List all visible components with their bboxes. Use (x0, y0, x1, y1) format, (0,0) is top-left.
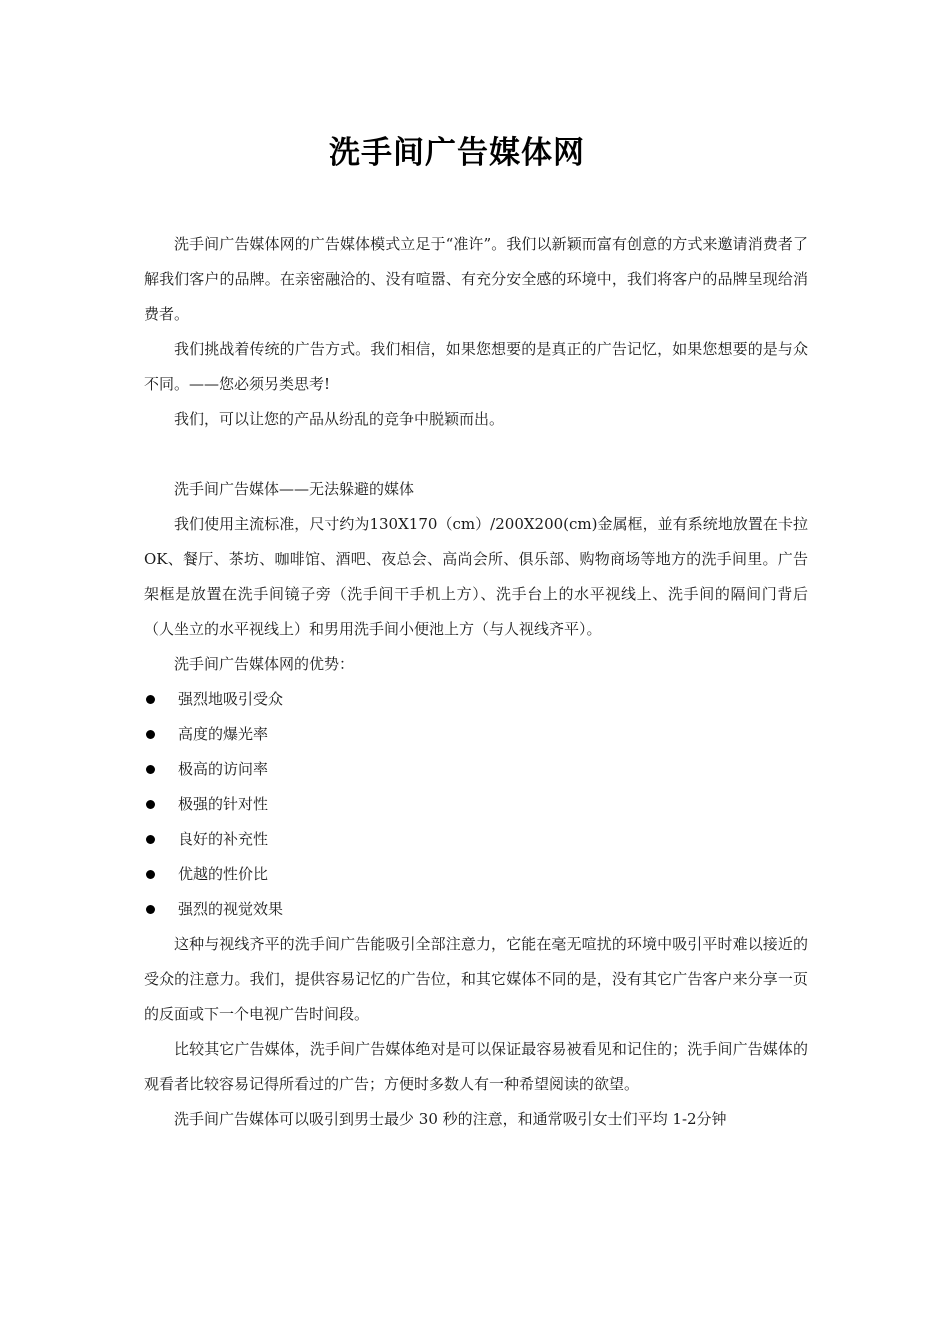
section-paragraph: 我们使用主流标准，尺寸约为130X170（cm）/200X200(cm)金属框，並有系统地放置在卡拉OK、餐厅、茶坊、咖啡馆、酒吧、夜总会、高尚会所、俱乐部、购物商场等地方的洗手间里。广告架框是放置在洗手间镜子旁（洗手间干手机上方）、洗手台上的水平视线上、洗手间的隔间门背后（人坐立的水平视线上）和男用洗手间小便池上方（与人视线齐平）。 (144, 515, 808, 638)
blank-line (144, 437, 808, 472)
closing-paragraph: 洗手间广告媒体可以吸引到男士最少 30 秒的注意，和通常吸引女士们平均 1-2分钟 (174, 1110, 727, 1128)
list-item (144, 752, 808, 787)
list-item-label: 优越的性价比 (178, 865, 269, 883)
section-heading: 洗手间广告媒体——无法躲避的媒体 (174, 480, 415, 498)
list-item-label: 强烈地吸引受众 (178, 690, 284, 708)
bullet-icon (146, 905, 155, 914)
list-item (144, 892, 808, 927)
list-item (144, 787, 808, 822)
list-item-label: 良好的补充性 (178, 830, 269, 848)
bullet-icon (146, 765, 155, 774)
intro-paragraph: 我们，可以让您的产品从纷乱的竞争中脱颖而出。 (174, 410, 505, 428)
advantages-heading: 洗手间广告媒体网的优势： (174, 655, 355, 673)
list-item-label: 极高的访问率 (178, 760, 269, 778)
list-item (144, 682, 808, 717)
intro-paragraph: 我们挑战着传统的广告方式。我们相信，如果您想要的是真正的广告记忆，如果您想要的是与众不同。——您必须另类思考! (144, 340, 808, 393)
page-title: 洗手间广告媒体网 (329, 135, 585, 171)
list-item-label: 高度的爆光率 (178, 725, 269, 743)
bullet-icon (146, 800, 155, 809)
list-item (144, 857, 808, 892)
list-item-label: 极强的针对性 (178, 795, 269, 813)
bullet-icon (146, 695, 155, 704)
list-item-label: 强烈的视觉效果 (178, 900, 284, 918)
bullet-icon (146, 870, 155, 879)
closing-paragraph: 这种与视线齐平的洗手间广告能吸引全部注意力，它能在毫无喧扰的环境中吸引平时难以接近的受众的注意力。我们，提供容易记忆的广告位，和其它媒体不同的是，没有其它广告客户来分享一页的反面或下一个电视广告时间段。 (144, 935, 808, 1023)
bullet-icon (146, 835, 155, 844)
bullet-icon (146, 730, 155, 739)
document-body (144, 227, 808, 1137)
list-item (144, 717, 808, 752)
closing-paragraph: 比较其它广告媒体，洗手间广告媒体绝对是可以保证最容易被看见和记住的；洗手间广告媒体的观看者比较容易记得所看过的广告；方便时多数人有一种希望阅读的欲望。 (144, 1040, 808, 1093)
list-item (144, 822, 808, 857)
intro-paragraph: 洗手间广告媒体网的广告媒体模式立足于“准许”。我们以新颖而富有创意的方式来邀请消费者了解我们客户的品牌。在亲密融洽的、没有喧嚣、有充分安全感的环境中，我们将客户的品牌呈现给消费者。 (144, 235, 808, 323)
advantages-list (144, 682, 808, 927)
